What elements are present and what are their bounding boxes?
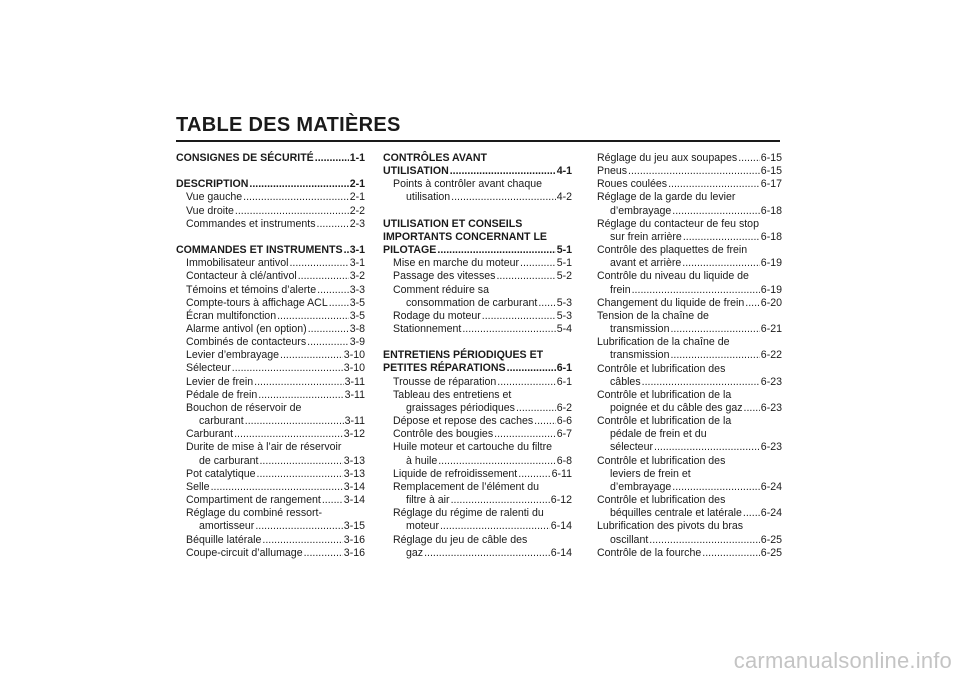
toc-page-number: 3-16 [343, 546, 365, 559]
toc-page-number: 5-1 [556, 257, 572, 270]
toc-entry-text: gaz [406, 546, 424, 559]
toc-page-number: 6-23 [760, 441, 782, 454]
dot-leader [743, 507, 760, 520]
dot-leader [632, 284, 760, 297]
dot-leader [211, 481, 343, 494]
dot-leader [672, 481, 760, 494]
toc-spacer [176, 231, 365, 244]
dot-leader [668, 178, 760, 191]
toc-entry[interactable] [176, 389, 365, 402]
toc-entry-text: frein [610, 283, 631, 296]
toc-entry-text: Levier de frein [186, 375, 254, 388]
toc-entry-text: Réglage du combiné ressort- [186, 507, 323, 520]
toc-page-number: 5-4 [556, 323, 572, 336]
toc-entry[interactable] [383, 415, 572, 428]
dot-leader [670, 349, 759, 362]
toc-page-number: 5-3 [556, 309, 572, 322]
toc-entry-text: Pot catalytique [186, 467, 256, 480]
dot-leader [497, 376, 555, 389]
toc-entry-text: de carburant [199, 454, 259, 467]
dot-leader [322, 494, 343, 507]
toc-entry-text: poignée et du câble des gaz [610, 401, 743, 414]
toc-entry-text: Réglage du jeu de câble des [393, 533, 528, 546]
toc-entry-text: Rodage du moteur [393, 309, 481, 322]
dot-leader [628, 165, 760, 178]
toc-entry-text: Liquide de refroidissement [393, 467, 518, 480]
dot-leader [451, 494, 550, 507]
dot-leader [317, 218, 349, 231]
toc-page-number: 4-1 [556, 165, 572, 178]
toc-spacer [176, 165, 365, 178]
watermark-logo: carmanualsonline.info [733, 648, 952, 673]
toc-entry-text: Trousse de réparation [393, 375, 497, 388]
toc-entry-text: CONTRÔLES AVANT [383, 152, 487, 164]
dot-leader [438, 455, 555, 468]
toc-entry-text: Contrôle des plaquettes de frein [597, 244, 748, 257]
toc-page-number: 6-6 [556, 415, 572, 428]
toc-entry[interactable] [176, 218, 365, 231]
dot-leader [683, 231, 760, 244]
toc-entry[interactable] [383, 468, 572, 481]
toc-page-number: 3-1 [349, 257, 365, 270]
toc-entry[interactable] [176, 441, 365, 467]
toc-page-number: 6-8 [556, 454, 572, 467]
toc-entry-text: DESCRIPTION [176, 178, 249, 191]
toc-page-number: 6-12 [550, 494, 572, 507]
toc-entry-text: Dépose et repose des caches [393, 415, 534, 428]
toc-entry-text: Remplacement de l’élément du [393, 480, 540, 493]
toc-entry-text: Tableau des entretiens et [393, 388, 512, 401]
toc-entry-text: Réglage du jeu aux soupapes [597, 152, 738, 164]
toc-entry[interactable] [597, 218, 782, 244]
toc-entry[interactable] [383, 507, 572, 533]
toc-section-heading[interactable] [176, 152, 365, 165]
toc-entry[interactable] [176, 297, 365, 310]
toc-page-number: 6-18 [760, 204, 782, 217]
toc-entry[interactable] [176, 376, 365, 389]
dot-leader [654, 441, 760, 454]
toc-entry[interactable] [597, 310, 782, 336]
page-title: TABLE DES MATIÈRES [176, 114, 401, 136]
toc-column-2 [383, 152, 572, 560]
toc-entry-text: Contrôle du niveau du liquide de [597, 270, 749, 283]
toc-page-number: 3-10 [343, 362, 365, 375]
toc-entry[interactable] [176, 507, 365, 533]
toc-entry-text: Témoins et témoins d’alerte [186, 283, 317, 296]
toc-entry-text: Contrôle des bougies [393, 428, 494, 441]
toc-entry-text: moteur [406, 520, 439, 533]
dot-leader [642, 376, 760, 389]
toc-entry-text: Selle [186, 480, 210, 493]
toc-page-number: 6-11 [551, 467, 572, 480]
toc-column-1 [176, 152, 365, 560]
toc-page-number: 3-13 [343, 467, 365, 480]
toc-entry-text: d’embrayage [610, 480, 672, 493]
toc-page-number: 2-1 [349, 178, 365, 191]
toc-entry-text: Contrôle et lubrification des [597, 454, 726, 467]
dot-leader [257, 468, 343, 481]
toc-entry-text: carburant [199, 415, 244, 428]
toc-entry-text: Réglage du régime de ralenti du [393, 507, 544, 520]
toc-page-number: 3-5 [349, 309, 365, 322]
toc-entry-text: Contrôle et lubrification des [597, 494, 726, 507]
toc-entry-text: PILOTAGE [383, 244, 437, 257]
toc-page-number: 3-1 [349, 244, 365, 257]
dot-leader [344, 244, 349, 257]
toc-page-number: 3-5 [349, 296, 365, 309]
toc-page-number: 3-14 [343, 494, 365, 507]
toc-entry-text: UTILISATION [383, 165, 449, 178]
toc-entry-text: Contrôle et lubrification des [597, 362, 726, 375]
dot-leader [496, 270, 555, 283]
toc-entry-text: Coupe-circuit d’allumage [186, 546, 303, 559]
toc-page-number: 4-2 [556, 191, 572, 204]
toc-entry-text: Pneus [597, 165, 628, 178]
toc-entry[interactable] [597, 415, 782, 454]
toc-page-number: 3-11 [344, 375, 365, 388]
dot-leader [744, 402, 760, 415]
toc-entry[interactable] [383, 481, 572, 507]
toc-entry-text: Écran multifonction [186, 309, 277, 322]
toc-entry[interactable] [597, 165, 782, 178]
toc-entry-text: Béquille latérale [186, 533, 262, 546]
toc-entry-text: Contacteur à clé/antivol [186, 270, 297, 283]
dot-leader [702, 547, 760, 560]
toc-page-number: 3-11 [344, 388, 365, 401]
toc-entry[interactable] [383, 376, 572, 389]
toc-entry[interactable] [176, 481, 365, 494]
toc-page-number: 2-2 [349, 204, 365, 217]
toc-page-number: 6-14 [550, 546, 572, 559]
toc-entry[interactable] [597, 363, 782, 389]
dot-leader [258, 389, 343, 402]
dot-leader [507, 362, 556, 375]
dot-leader [516, 402, 556, 415]
toc-entry-text: Carburant [186, 428, 234, 441]
dot-leader [649, 534, 760, 547]
toc-entry-text: Roues coulées [597, 178, 668, 191]
dot-leader [304, 547, 343, 560]
toc-page-number: 6-20 [760, 296, 782, 309]
toc-entry[interactable] [176, 284, 365, 297]
toc-entry[interactable] [176, 534, 365, 547]
dot-leader [462, 323, 555, 336]
toc-section-heading[interactable] [383, 152, 572, 178]
dot-leader [317, 284, 349, 297]
toc-page-number: 1-1 [349, 152, 365, 164]
toc-page-number: 5-2 [556, 270, 572, 283]
toc-entry[interactable] [383, 284, 572, 310]
dot-leader [232, 362, 343, 375]
toc-page-number: 6-23 [760, 375, 782, 388]
toc-page-number: 6-14 [550, 520, 572, 533]
toc-page-number: 3-2 [349, 270, 365, 283]
toc-entry[interactable] [597, 297, 782, 310]
toc-page-number: 6-19 [760, 283, 782, 296]
toc-entry-text: Comment réduire sa [393, 283, 489, 296]
dot-leader [245, 415, 344, 428]
toc-entry-text: Réglage du contacteur de feu stop [597, 217, 759, 230]
toc-page-number: 3-12 [343, 428, 365, 441]
toc-entry-text: à huile [406, 454, 438, 467]
dot-leader [534, 415, 556, 428]
toc-entry-text: Immobilisateur antivol [186, 257, 289, 270]
toc-entry-text: béquilles centrale et latérale [610, 507, 742, 520]
toc-entry-text: utilisation [406, 191, 451, 204]
toc-entry-text: transmission [610, 323, 670, 336]
toc-entry[interactable] [176, 349, 365, 362]
toc-entry[interactable] [176, 205, 365, 218]
toc-page-number: 6-22 [760, 349, 782, 362]
toc-entry-text: d’embrayage [610, 204, 672, 217]
toc-entry-text: Contrôle et lubrification de la [597, 415, 732, 428]
dot-leader [482, 310, 556, 323]
toc-entry-text: Points à contrôler avant chaque [393, 178, 542, 191]
toc-page-number: 3-3 [349, 283, 365, 296]
toc-entry-text: UTILISATION ET CONSEILS [383, 217, 523, 230]
toc-entry[interactable] [176, 310, 365, 323]
toc-page-number: 6-25 [760, 546, 782, 559]
toc-entry-text: Lubrification des pivots du bras [597, 520, 744, 533]
dot-leader [672, 205, 760, 218]
dot-leader [307, 336, 349, 349]
toc-entry-text: filtre à air [406, 494, 450, 507]
toc-entry[interactable] [597, 547, 782, 560]
toc-entry-text: Changement du liquide de frein [597, 296, 745, 309]
toc-entry-text: pédale de frein et du [610, 428, 707, 441]
toc-entry[interactable] [176, 362, 365, 375]
toc-entry[interactable] [383, 257, 572, 270]
toc-entry-text: Huile moteur et cartouche du filtre [393, 441, 552, 454]
toc-entry-text: Levier d’embrayage [186, 349, 280, 362]
toc-entry[interactable] [383, 323, 572, 336]
dot-leader [249, 178, 348, 191]
toc-page-number: 3-16 [343, 533, 365, 546]
toc-entry[interactable] [176, 468, 365, 481]
toc-page-number: 6-17 [760, 178, 782, 191]
toc-entry[interactable] [176, 270, 365, 283]
dot-leader [451, 191, 556, 204]
dot-leader [538, 297, 555, 310]
toc-spacer [383, 205, 572, 218]
toc-entry[interactable] [176, 494, 365, 507]
toc-entry-text: Durite de mise à l’air de réservoir [186, 441, 342, 454]
toc-entry[interactable] [383, 310, 572, 323]
toc-entry-text: Sélecteur [186, 362, 231, 375]
toc-section-heading[interactable] [383, 349, 572, 375]
toc-page-number: 6-15 [760, 165, 782, 178]
dot-leader [738, 152, 760, 165]
toc-entry-text: PETITES RÉPARATIONS [383, 362, 506, 375]
toc-entry[interactable] [176, 547, 365, 560]
toc-page-number: 6-1 [556, 362, 572, 375]
toc-page-number: 6-25 [760, 533, 782, 546]
toc-entry[interactable] [383, 178, 572, 204]
toc-page-number: 3-15 [343, 520, 365, 533]
toc-entry[interactable] [176, 323, 365, 336]
toc-page-number: 6-7 [556, 428, 572, 441]
toc-entry-text: sur frein arrière [610, 230, 682, 243]
toc-page-number: 3-10 [343, 349, 365, 362]
toc-entry-text: Tension de la chaîne de [597, 309, 709, 322]
toc-entry-text: Commandes et instruments [186, 217, 316, 230]
toc-page-number: 3-11 [344, 415, 365, 428]
toc-entry[interactable] [597, 152, 782, 165]
toc-spacer [383, 336, 572, 349]
toc-entry-text: Alarme antivol (en option) [186, 323, 307, 335]
toc-entry[interactable] [383, 441, 572, 467]
toc-entry-text: Compte-tours à affichage ACL [186, 296, 328, 309]
toc-entry-text: avant et arrière [610, 257, 682, 270]
dot-leader [518, 468, 550, 481]
toc-entry-text: graissages périodiques [406, 401, 515, 414]
toc-page-number: 2-1 [349, 191, 365, 204]
toc-entry-text: COMMANDES ET INSTRUMENTS [176, 244, 343, 257]
toc-entry-text: CONSIGNES DE SÉCURITÉ [176, 152, 314, 164]
toc-entry-text: Lubrification de la chaîne de [597, 336, 730, 349]
dot-leader [520, 257, 556, 270]
toc-page-number: 3-14 [343, 480, 365, 493]
toc-page-number: 3-13 [343, 454, 365, 467]
dot-leader [255, 520, 342, 533]
dot-leader [315, 152, 349, 165]
toc-entry-text: Compartiment de rangement [186, 494, 321, 507]
toc-page-number: 3-8 [349, 323, 365, 335]
toc-page-number: 6-18 [760, 230, 782, 243]
toc-entry[interactable] [597, 494, 782, 520]
toc-entry[interactable] [597, 270, 782, 296]
toc-entry-text: sélecteur [610, 441, 653, 454]
toc-entry-text: Contrôle de la fourche [597, 546, 702, 559]
toc-entry[interactable] [176, 257, 365, 270]
toc-page-number: 5-1 [556, 244, 572, 257]
toc-entry[interactable] [383, 270, 572, 283]
toc-entry-text: Vue droite [186, 204, 234, 217]
dot-leader [437, 244, 555, 257]
toc-entry[interactable] [176, 336, 365, 349]
toc-page-number: 3-9 [349, 336, 365, 349]
toc-entry-text: Vue gauche [186, 191, 243, 204]
toc-entry[interactable] [176, 402, 365, 428]
toc-page-number: 2-3 [349, 217, 365, 230]
toc-entry-text: IMPORTANTS CONCERNANT LE [383, 230, 548, 243]
toc-page-number: 5-3 [556, 296, 572, 309]
toc-entry[interactable] [597, 191, 782, 217]
toc-entry[interactable] [383, 389, 572, 415]
toc-entry[interactable] [176, 428, 365, 441]
toc-page-number: 6-23 [760, 401, 782, 414]
toc-entry[interactable] [597, 336, 782, 362]
toc-column-3 [597, 152, 782, 560]
toc-page-number: 6-2 [556, 401, 572, 414]
toc-page-number: 6-15 [760, 152, 782, 164]
dot-leader [235, 205, 349, 218]
dot-leader [682, 257, 760, 270]
toc-entry[interactable] [597, 389, 782, 415]
toc-entry[interactable] [597, 520, 782, 546]
toc-entry-text: câbles [610, 375, 641, 388]
dot-leader [243, 191, 349, 204]
toc-entry-text: ENTRETIENS PÉRIODIQUES ET [383, 349, 544, 362]
toc-entry-text: oscillant [610, 533, 649, 546]
dot-leader [308, 323, 349, 336]
toc-entry-text: Mise en marche du moteur [393, 257, 520, 270]
toc-page-number: 6-24 [760, 480, 782, 493]
dot-leader [450, 165, 556, 178]
toc-entry-text: transmission [610, 349, 670, 362]
dot-leader [494, 428, 556, 441]
toc-entry-text: amortisseur [199, 520, 255, 533]
dot-leader [424, 547, 550, 560]
toc-page-number: 6-21 [760, 323, 782, 336]
dot-leader [262, 534, 342, 547]
dot-leader [277, 310, 349, 323]
toc-entry-text: Bouchon de réservoir de [186, 401, 302, 414]
dot-leader [280, 349, 343, 362]
toc-entry[interactable] [176, 191, 365, 204]
toc-entry[interactable] [597, 178, 782, 191]
toc-entry-text: consommation de carburant [406, 296, 538, 309]
toc-page-number: 6-1 [556, 375, 572, 388]
dot-leader [234, 428, 343, 441]
toc-entry[interactable] [383, 534, 572, 560]
toc-section-heading[interactable] [176, 178, 365, 191]
toc-entry-text: leviers de frein et [610, 467, 691, 480]
toc-entry-text: Passage des vitesses [393, 270, 496, 283]
dot-leader [440, 520, 550, 533]
dot-leader [329, 297, 349, 310]
toc-entry-text: Pédale de frein [186, 388, 258, 401]
toc-section-heading[interactable] [383, 218, 572, 257]
toc-entry-text: Stationnement [393, 323, 462, 336]
dot-leader [289, 257, 348, 270]
toc-page-number: 6-24 [760, 507, 782, 520]
toc-entry[interactable] [597, 455, 782, 494]
toc-section-heading[interactable] [176, 244, 365, 257]
toc-page-number: 6-19 [760, 257, 782, 270]
toc-entry-text: Contrôle et lubrification de la [597, 388, 732, 401]
dot-leader [259, 455, 342, 468]
toc-entry-text: Combinés de contacteurs [186, 336, 307, 349]
dot-leader [670, 323, 759, 336]
dot-leader [298, 270, 349, 283]
title-rule [176, 140, 780, 142]
dot-leader [745, 297, 760, 310]
toc-entry[interactable] [383, 428, 572, 441]
dot-leader [254, 376, 343, 389]
toc-entry-text: Réglage de la garde du levier [597, 191, 736, 204]
toc-entry[interactable] [597, 244, 782, 270]
